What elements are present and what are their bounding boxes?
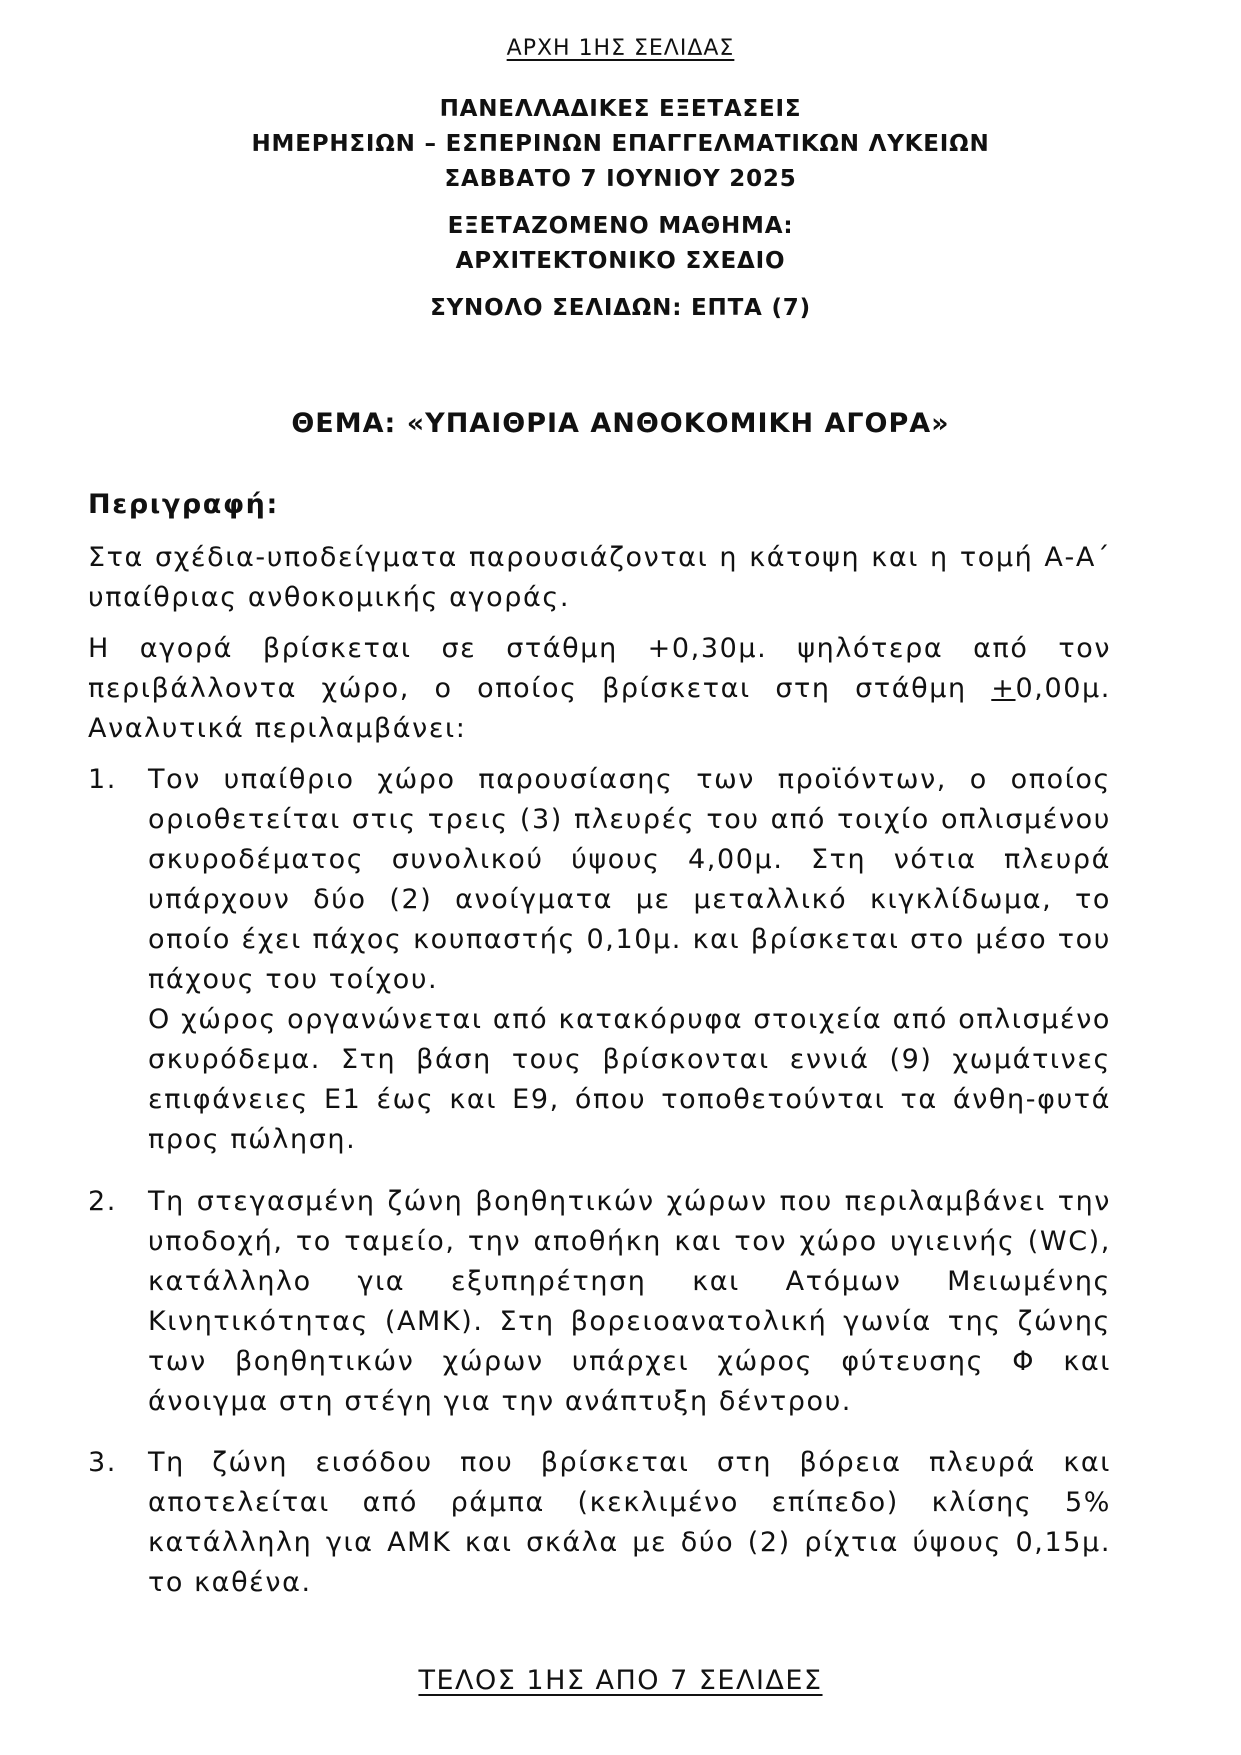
exam-header: [0, 92, 1241, 326]
page-end-marker: ΤΕΛΟΣ 1ΗΣ ΑΠΟ 7 ΣΕΛΙΔΕΣ: [418, 1665, 823, 1696]
list-item-number: 1.: [88, 764, 117, 795]
header-line-exams: ΠΑΝΕΛΛΑΔΙΚΕΣ ΕΞΕΤΑΣΕΙΣ: [439, 96, 802, 122]
header-line-date: ΣΑΒΒΑΤΟ 7 ΙΟΥΝΙΟΥ 2025: [444, 166, 797, 192]
plus-minus-sign: +: [991, 673, 1016, 704]
list-item: [88, 1443, 1111, 1603]
header-subject-label: ΕΞΕΤΑΖΟΜΕΝΟ ΜΑΘΗΜΑ:: [447, 213, 794, 239]
list-item-text: Τον υπαίθριο χώρο παρουσίασης των προϊόντων, ο οποίος οριοθετείται στις τρεις (3) πλευρές του από τοιχίο οπλισμένου σκυροδέματος συνολικού ύψους 4,00μ. Στη νότια πλευρά υπάρχουν δύο (2) ανοίγματα με μεταλλικό κιγκλίδωμα, το οποίο έχει πάχος κουπαστής 0,10μ. και βρίσκεται στο μέσο του πάχους του τοίχου.: [148, 764, 1111, 995]
description-paragraph-2: [88, 629, 1111, 749]
header-line-schools: ΗΜΕΡΗΣΙΩΝ – ΕΣΠΕΡΙΝΩΝ ΕΠΑΓΓΕΛΜΑΤΙΚΩΝ ΛΥΚΕΙΩΝ: [251, 131, 990, 157]
para2-text-after: 0,00μ. Αναλυτικά περιλαμβάνει:: [88, 673, 1111, 744]
description-heading: Περιγραφή:: [88, 489, 279, 520]
list-item-number: 3.: [88, 1447, 117, 1478]
list-item: [88, 1182, 1111, 1422]
list-item-text-continued: Ο χώρος οργανώνεται από κατακόρυφα στοιχεία από οπλισμένο σκυρόδεμα. Στη βάση τους βρίσκονται εννιά (9) χωμάτινες επιφάνειες Ε1 έως και Ε9, όπου τοποθετούνται τα άνθη-φυτά προς πώληση.: [148, 1004, 1111, 1155]
header-total-pages: ΣΥΝΟΛΟ ΣΕΛΙΔΩΝ: ΕΠΤΑ (7): [430, 295, 811, 321]
header-subject: ΑΡΧΙΤΕΚΤΟΝΙΚΟ ΣΧΕΔΙΟ: [455, 248, 786, 274]
list-item-number: 2.: [88, 1186, 117, 1217]
description-paragraph-1: Στα σχέδια-υποδείγματα παρουσιάζονται η κάτοψη και η τομή Α-Α΄ υπαίθριας ανθοκομικής αγοράς.: [88, 542, 1111, 613]
list-item-text: Τη στεγασμένη ζώνη βοηθητικών χώρων που περιλαμβάνει την υποδοχή, το ταμείο, την αποθήκη και τον χώρο υγιεινής (WC), κατάλληλο για εξυπηρέτηση και Ατόμων Μειωμένης Κινητικότητας (ΑΜΚ). Στη βορειοανατολική γωνία της ζώνης των βοηθητικών χώρων υπάρχει χώρος φύτευσης Φ και άνοιγμα στη στέγη για την ανάπτυξη δέντρου.: [148, 1186, 1111, 1417]
list-item: [88, 760, 1111, 1160]
page-start-marker: ΑΡΧΗ 1ΗΣ ΣΕΛΙΔΑΣ: [506, 36, 735, 61]
exam-theme-title: ΘΕΜΑ: «ΥΠΑΙΘΡΙΑ ΑΝΘΟΚΟΜΙΚΗ ΑΓΟΡΑ»: [291, 408, 950, 439]
list-item-text: Τη ζώνη εισόδου που βρίσκεται στη βόρεια πλευρά και αποτελείται από ράμπα (κεκλιμένο επίπεδο) κλίσης 5% κατάλληλη για ΑΜΚ και σκάλα με δύο (2) ρίχτια ύψους 0,15μ. το καθένα.: [148, 1447, 1111, 1598]
para2-text-before: Η αγορά βρίσκεται σε στάθμη +0,30μ. ψηλότερα από τον περιβάλλοντα χώρο, ο οποίος βρίσκεται στη στάθμη: [88, 633, 1111, 704]
